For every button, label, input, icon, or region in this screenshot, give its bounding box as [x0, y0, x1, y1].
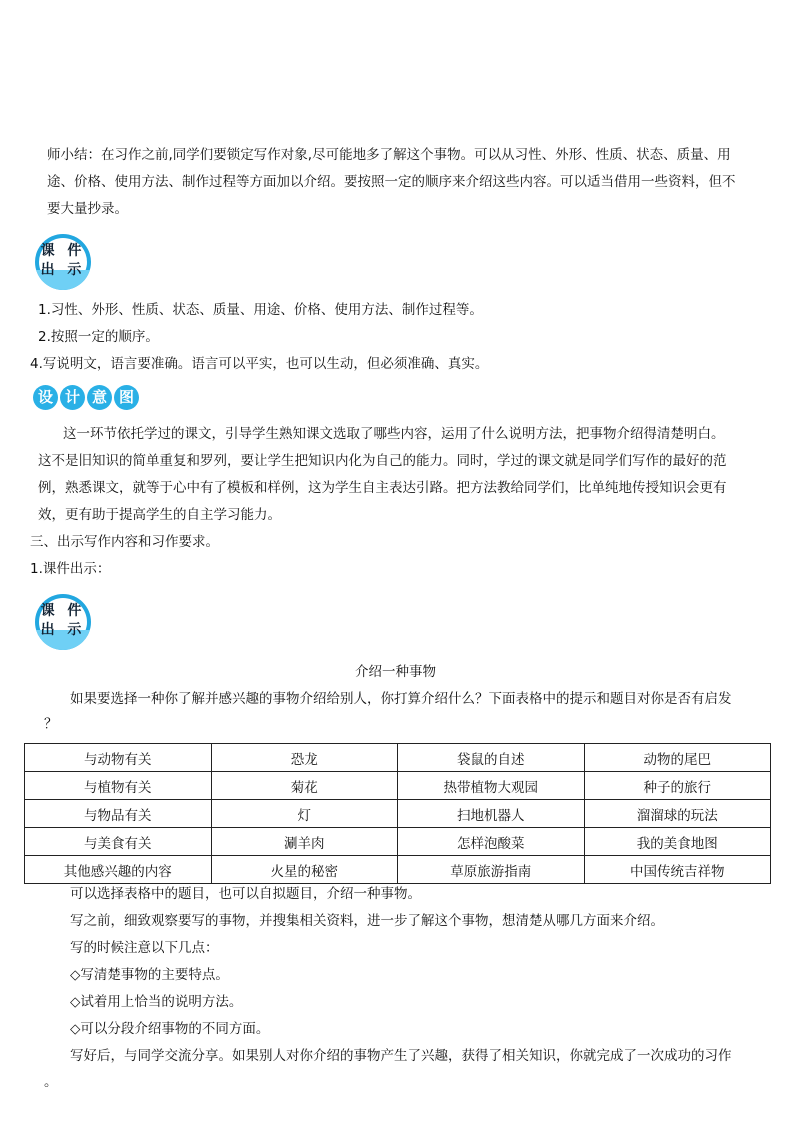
table-cell: 恐龙	[211, 744, 398, 772]
badge2-top-text: 课 件	[40, 603, 86, 619]
table-cell: 与美食有关	[25, 828, 212, 856]
exercise-title: 介绍一种事物	[355, 664, 436, 680]
table-cell: 种子的旅行	[584, 772, 771, 800]
table-cell: 菊花	[211, 772, 398, 800]
table-row	[25, 744, 771, 772]
summary-line-3: 要大量抄录。	[47, 201, 128, 217]
design-line-4: 效，更有助于提高学生的自主学习能力。	[38, 507, 281, 523]
badge-top-text: 课 件	[40, 243, 86, 259]
after-para-2: 写之前，细致观察要写的事物，并搜集相关资料，进一步了解这个事物，想清楚从哪几方面来介绍。	[70, 913, 664, 929]
after-para-4: 写好后，与同学交流分享。如果别人对你介绍的事物产生了兴趣，获得了相关知识，你就完成了一次成功的习作	[70, 1048, 732, 1064]
table-cell: 草原旅游指南	[398, 856, 585, 884]
bullet-3: ◇可以分段介绍事物的不同方面。	[70, 1021, 270, 1037]
table-row	[25, 800, 771, 828]
intro-line-2: ？	[44, 716, 58, 732]
table-cell: 灯	[211, 800, 398, 828]
table-cell: 扫地机器人	[398, 800, 585, 828]
design-char-4: 图	[114, 385, 139, 410]
design-line-3: 例，熟悉课文，就等于心中有了模板和样例，这为学生自主表达引路。把方法教给同学们，比单纯地传授知识会更有	[38, 480, 727, 496]
table-cell: 其他感兴趣的内容	[25, 856, 212, 884]
courseware-badge	[35, 234, 91, 290]
summary-line-2: 途、价格、使用方法、制作过程等方面加以介绍。要按照一定的顺序来介绍这些内容。可以适当借用一些资料，但不	[47, 174, 736, 190]
badge-bottom-text: 出 示	[40, 262, 86, 278]
intro-line-1: 如果要选择一种你了解并感兴趣的事物介绍给别人，你打算介绍什么？下面表格中的提示和题目对你是否有启发	[70, 691, 732, 707]
courseware-badge-2	[35, 594, 91, 650]
table-cell: 溜溜球的玩法	[584, 800, 771, 828]
design-char-3: 意	[87, 385, 112, 410]
table-cell: 与动物有关	[25, 744, 212, 772]
table-cell: 与植物有关	[25, 772, 212, 800]
after-para-3: 写的时候注意以下几点：	[70, 940, 219, 956]
table-cell: 动物的尾巴	[584, 744, 771, 772]
table-cell: 中国传统吉祥物	[584, 856, 771, 884]
table-row	[25, 856, 771, 884]
item-1: 1.课件出示：	[30, 561, 111, 577]
badge2-bottom-text: 出 示	[40, 622, 86, 638]
table-cell: 涮羊肉	[211, 828, 398, 856]
topic-table	[24, 743, 771, 884]
summary-line-1: 师小结：在习作之前,同学们要锁定写作对象,尽可能地多了解这个事物。可以从习性、外形、性质、状态、质量、用	[47, 147, 731, 163]
design-char-2: 计	[60, 385, 85, 410]
table-cell: 与物品有关	[25, 800, 212, 828]
table-row	[25, 772, 771, 800]
bullet-2: ◇试着用上恰当的说明方法。	[70, 994, 243, 1010]
point-1: 1.习性、外形、性质、状态、质量、用途、价格、使用方法、制作过程等。	[38, 302, 483, 318]
table-cell: 袋鼠的自述	[398, 744, 585, 772]
after-para-1: 可以选择表格中的题目，也可以自拟题目，介绍一种事物。	[70, 886, 421, 902]
after-para-4-end: 。	[44, 1074, 58, 1090]
point-2: 2.按照一定的顺序。	[38, 329, 159, 345]
section-heading: 三、出示写作内容和习作要求。	[30, 534, 219, 550]
table-cell: 热带植物大观园	[398, 772, 585, 800]
point-3: 4.写说明文，语言要准确。语言可以平实，也可以生动，但必须准确、真实。	[30, 356, 489, 372]
table-cell: 火星的秘密	[211, 856, 398, 884]
table-cell: 我的美食地图	[584, 828, 771, 856]
design-char-1: 设	[33, 385, 58, 410]
table-cell: 怎样泡酸菜	[398, 828, 585, 856]
bullet-1: ◇写清楚事物的主要特点。	[70, 967, 229, 983]
design-line-2: 这不是旧知识的简单重复和罗列，要让学生把知识内化为自己的能力。同时，学过的课文就是同学们写作的最好的范	[38, 453, 727, 469]
table-row	[25, 828, 771, 856]
design-intent-badge	[33, 385, 139, 410]
design-line-1: 这一环节依托学过的课文，引导学生熟知课文选取了哪些内容，运用了什么说明方法，把事物介绍得清楚明白。	[63, 426, 725, 442]
